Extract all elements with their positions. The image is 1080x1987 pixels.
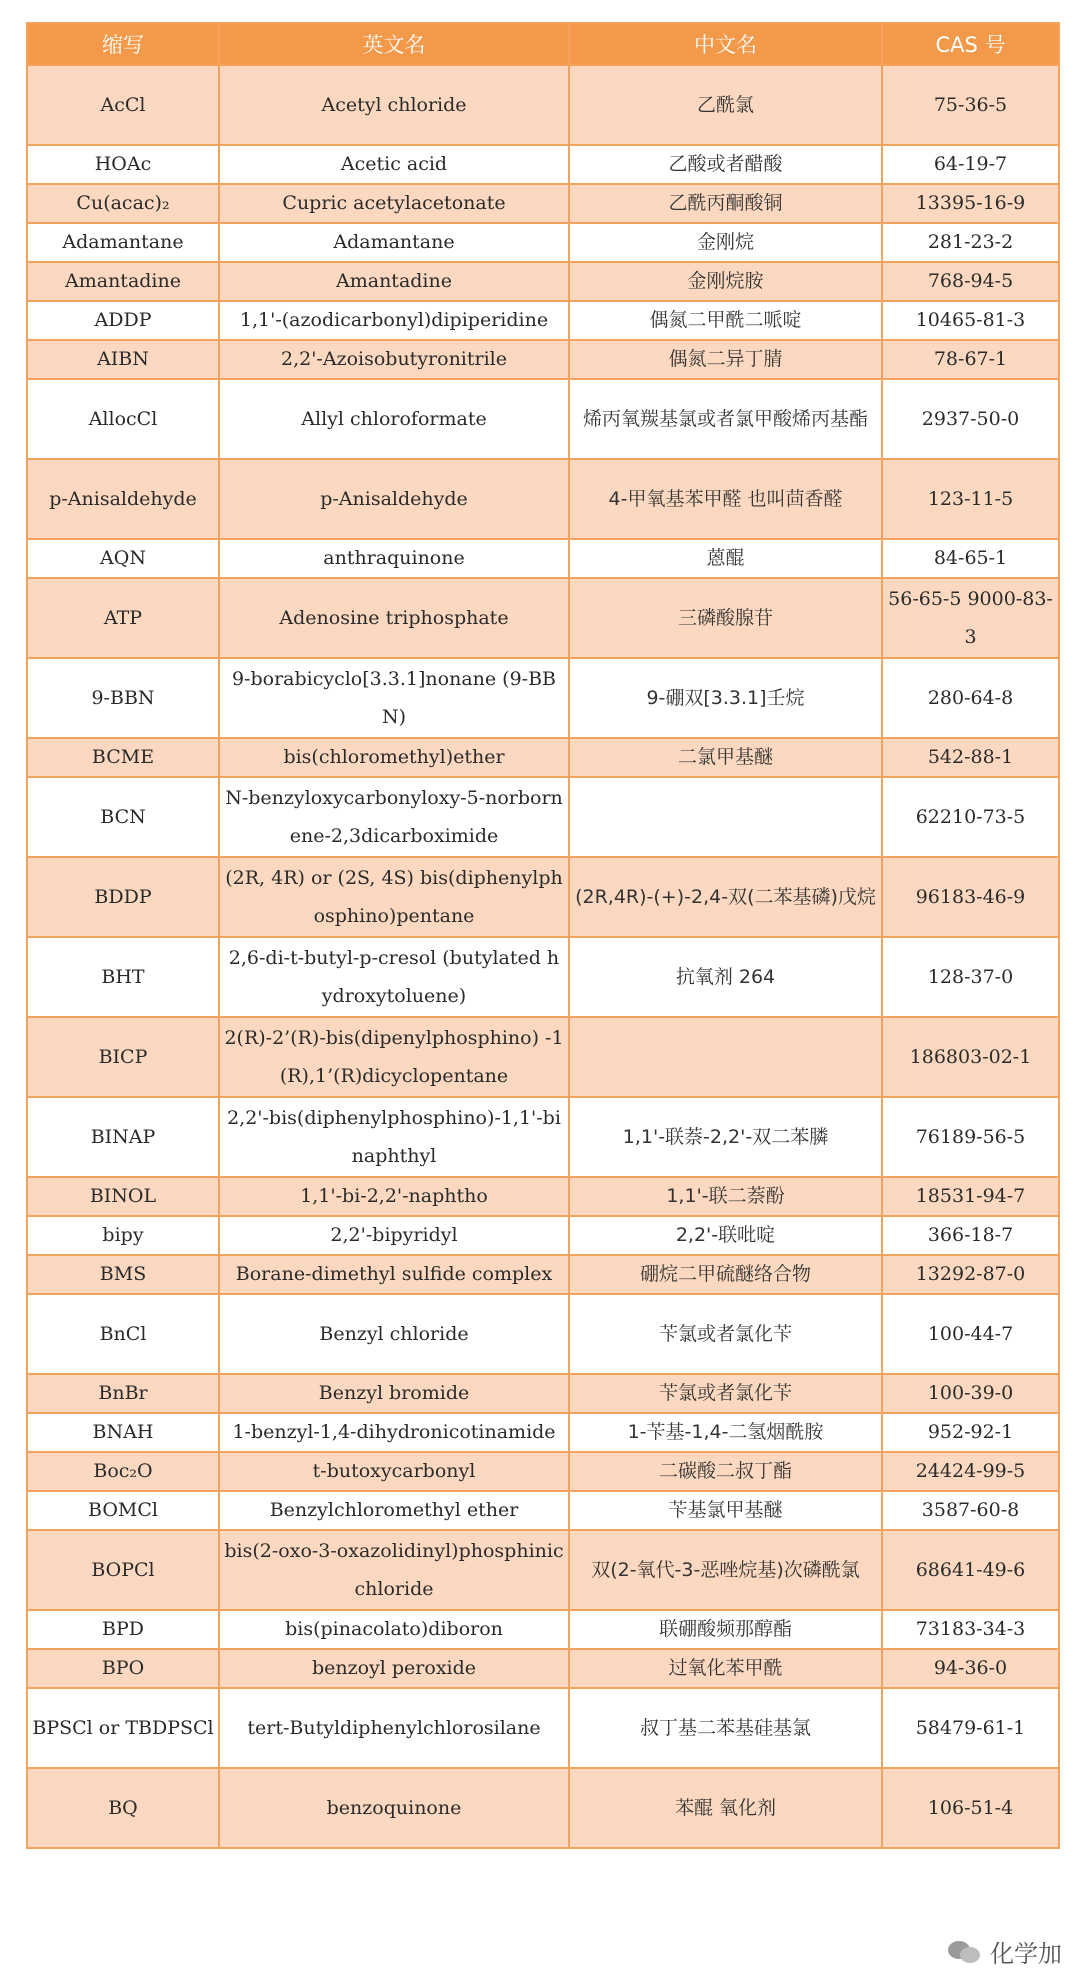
table-row [27,738,1059,777]
table-row [27,1530,1059,1610]
header-cas-number: CAS 号 [882,23,1059,65]
cas-number-cell: 75-36-5 [882,65,1059,145]
chinese-name-cell: 乙酰氯 [569,65,882,145]
english-name-cell: Acetic acid [219,145,569,184]
table-row [27,937,1059,1017]
cas-number-cell: 96183-46-9 [882,857,1059,937]
chinese-name-cell [569,777,882,857]
cas-number-cell: 186803-02-1 [882,1017,1059,1097]
abbreviation-cell: BQ [27,1768,219,1848]
abbreviation-cell: ADDP [27,301,219,340]
english-name-cell: 2,2'-bis(diphenylphosphino)-1,1'-binaphthyl [219,1097,569,1177]
abbreviation-cell: AIBN [27,340,219,379]
chinese-name-cell: 三磷酸腺苷 [569,578,882,658]
cas-number-cell: 62210-73-5 [882,777,1059,857]
english-name-cell: 2,2'-bipyridyl [219,1216,569,1255]
abbreviation-cell: p-Anisaldehyde [27,459,219,539]
english-name-cell: 1,1'-bi-2,2'-naphtho [219,1177,569,1216]
english-name-cell: tert-Butyldiphenylchlorosilane [219,1688,569,1768]
english-name-cell: Acetyl chloride [219,65,569,145]
english-name-cell: Borane-dimethyl sulfide complex [219,1255,569,1294]
english-name-cell: 2,2'-Azoisobutyronitrile [219,340,569,379]
chinese-name-cell: 金刚烷 [569,223,882,262]
table-row [27,145,1059,184]
abbreviation-cell: 9-BBN [27,658,219,738]
abbreviation-cell: Cu(acac)₂ [27,184,219,223]
chinese-name-cell: 苯醌 氧化剂 [569,1768,882,1848]
header-chinese-name: 中文名 [569,23,882,65]
table-row [27,658,1059,738]
cas-number-cell: 24424-99-5 [882,1452,1059,1491]
english-name-cell: anthraquinone [219,539,569,578]
cas-number-cell: 366-18-7 [882,1216,1059,1255]
abbreviation-cell: BINAP [27,1097,219,1177]
abbreviation-cell: BPSCl or TBDPSCl [27,1688,219,1768]
table-row [27,1768,1059,1848]
cas-number-cell: 100-39-0 [882,1374,1059,1413]
abbreviation-table [26,22,1060,1849]
abbreviation-cell: BDDP [27,857,219,937]
watermark-text: 化学加 [990,1940,1062,1968]
table-header-row [27,23,1059,65]
chinese-name-cell: 联硼酸频那醇酯 [569,1610,882,1649]
abbreviation-cell: BnCl [27,1294,219,1374]
chinese-name-cell: 叔丁基二苯基硅基氯 [569,1688,882,1768]
cas-number-cell: 100-44-7 [882,1294,1059,1374]
chinese-name-cell: 苄氯或者氯化苄 [569,1294,882,1374]
table-row [27,223,1059,262]
chinese-name-cell: 偶氮二甲酰二哌啶 [569,301,882,340]
cas-number-cell: 952-92-1 [882,1413,1059,1452]
cas-number-cell: 58479-61-1 [882,1688,1059,1768]
table-row [27,184,1059,223]
table-row [27,379,1059,459]
table-row [27,1294,1059,1374]
english-name-cell: Cupric acetylacetonate [219,184,569,223]
english-name-cell: p-Anisaldehyde [219,459,569,539]
table-row [27,1413,1059,1452]
abbreviation-cell: BCME [27,738,219,777]
abbreviation-cell: Boc₂O [27,1452,219,1491]
chemical-abbreviation-sheet [26,22,1058,1849]
english-name-cell: Adenosine triphosphate [219,578,569,658]
chinese-name-cell: 4-甲氧基苯甲醛 也叫茴香醛 [569,459,882,539]
table-row [27,1097,1059,1177]
abbreviation-cell: AllocCl [27,379,219,459]
cas-number-cell: 3587-60-8 [882,1491,1059,1530]
cas-number-cell: 94-36-0 [882,1649,1059,1688]
english-name-cell: Benzyl bromide [219,1374,569,1413]
table-row [27,1017,1059,1097]
english-name-cell: t-butoxycarbonyl [219,1452,569,1491]
chinese-name-cell: 乙酰丙酮酸铜 [569,184,882,223]
english-name-cell: benzoyl peroxide [219,1649,569,1688]
cas-number-cell: 768-94-5 [882,262,1059,301]
header-abbreviation: 缩写 [27,23,219,65]
abbreviation-cell: Adamantane [27,223,219,262]
english-name-cell: benzoquinone [219,1768,569,1848]
cas-number-cell: 10465-81-3 [882,301,1059,340]
english-name-cell: 1-benzyl-1,4-dihydronicotinamide [219,1413,569,1452]
table-row [27,1688,1059,1768]
chinese-name-cell: 乙酸或者醋酸 [569,145,882,184]
abbreviation-cell: BMS [27,1255,219,1294]
table-row [27,1177,1059,1216]
cas-number-cell: 542-88-1 [882,738,1059,777]
chinese-name-cell: 硼烷二甲硫醚络合物 [569,1255,882,1294]
table-row [27,578,1059,658]
abbreviation-cell: HOAc [27,145,219,184]
abbreviation-cell: BCN [27,777,219,857]
abbreviation-cell: BOMCl [27,1491,219,1530]
abbreviation-cell: BNAH [27,1413,219,1452]
cas-number-cell: 128-37-0 [882,937,1059,1017]
table-row [27,1610,1059,1649]
english-name-cell: bis(pinacolato)diboron [219,1610,569,1649]
chinese-name-cell: 烯丙氧羰基氯或者氯甲酸烯丙基酯 [569,379,882,459]
table-row [27,340,1059,379]
header-english-name: 英文名 [219,23,569,65]
table-row [27,1216,1059,1255]
wechat-icon [948,1939,982,1965]
chinese-name-cell: 蒽醌 [569,539,882,578]
english-name-cell: Adamantane [219,223,569,262]
chinese-name-cell: 抗氧剂 264 [569,937,882,1017]
cas-number-cell: 13292-87-0 [882,1255,1059,1294]
cas-number-cell: 76189-56-5 [882,1097,1059,1177]
abbreviation-cell: BPO [27,1649,219,1688]
cas-number-cell: 106-51-4 [882,1768,1059,1848]
chinese-name-cell [569,1017,882,1097]
cas-number-cell: 18531-94-7 [882,1177,1059,1216]
english-name-cell: 1,1'-(azodicarbonyl)dipiperidine [219,301,569,340]
cas-number-cell: 78-67-1 [882,340,1059,379]
table-row [27,262,1059,301]
abbreviation-cell: BICP [27,1017,219,1097]
chinese-name-cell: (2R,4R)-(+)-2,4-双(二苯基磷)戊烷 [569,857,882,937]
table-row [27,65,1059,145]
table-row [27,1452,1059,1491]
table-row [27,459,1059,539]
cas-number-cell: 64-19-7 [882,145,1059,184]
abbreviation-cell: Amantadine [27,262,219,301]
chinese-name-cell: 二氯甲基醚 [569,738,882,777]
chinese-name-cell: 金刚烷胺 [569,262,882,301]
table-row [27,857,1059,937]
english-name-cell: bis(2-oxo-3-oxazolidinyl)phosphinic chloride [219,1530,569,1610]
abbreviation-cell: bipy [27,1216,219,1255]
table-row [27,1491,1059,1530]
abbreviation-cell: AcCl [27,65,219,145]
cas-number-cell: 123-11-5 [882,459,1059,539]
english-name-cell: (2R, 4R) or (2S, 4S) bis(diphenylphosphino)pentane [219,857,569,937]
abbreviation-cell: AQN [27,539,219,578]
cas-number-cell: 68641-49-6 [882,1530,1059,1610]
watermark [948,1934,1062,1969]
abbreviation-cell: BPD [27,1610,219,1649]
abbreviation-cell: ATP [27,578,219,658]
abbreviation-cell: BnBr [27,1374,219,1413]
abbreviation-cell: BOPCl [27,1530,219,1610]
table-row [27,777,1059,857]
chinese-name-cell: 偶氮二异丁腈 [569,340,882,379]
cas-number-cell: 73183-34-3 [882,1610,1059,1649]
cas-number-cell: 280-64-8 [882,658,1059,738]
english-name-cell: 2(R)-2’(R)-bis(dipenylphosphino) -1(R),1’(R)dicyclopentane [219,1017,569,1097]
english-name-cell: N-benzyloxycarbonyloxy-5-norbornene-2,3dicarboximide [219,777,569,857]
english-name-cell: Benzyl chloride [219,1294,569,1374]
chinese-name-cell: 双(2-氧代-3-恶唑烷基)次磷酰氯 [569,1530,882,1610]
chinese-name-cell: 1,1'-联萘-2,2'-双二苯膦 [569,1097,882,1177]
chinese-name-cell: 1,1'-联二萘酚 [569,1177,882,1216]
cas-number-cell: 56-65-5 9000-83-3 [882,578,1059,658]
chinese-name-cell: 苄氯或者氯化苄 [569,1374,882,1413]
chinese-name-cell: 2,2'-联吡啶 [569,1216,882,1255]
english-name-cell: bis(chloromethyl)ether [219,738,569,777]
chinese-name-cell: 9-硼双[3.3.1]壬烷 [569,658,882,738]
abbreviation-cell: BINOL [27,1177,219,1216]
english-name-cell: 9-borabicyclo[3.3.1]nonane (9-BBN) [219,658,569,738]
chinese-name-cell: 苄基氯甲基醚 [569,1491,882,1530]
chinese-name-cell: 二碳酸二叔丁酯 [569,1452,882,1491]
english-name-cell: Benzylchloromethyl ether [219,1491,569,1530]
table-row [27,301,1059,340]
english-name-cell: Allyl chloroformate [219,379,569,459]
table-row [27,1255,1059,1294]
table-row [27,539,1059,578]
chinese-name-cell: 1-苄基-1,4-二氢烟酰胺 [569,1413,882,1452]
cas-number-cell: 2937-50-0 [882,379,1059,459]
table-body [27,65,1059,1848]
cas-number-cell: 84-65-1 [882,539,1059,578]
chinese-name-cell: 过氧化苯甲酰 [569,1649,882,1688]
table-row [27,1649,1059,1688]
table-row [27,1374,1059,1413]
cas-number-cell: 281-23-2 [882,223,1059,262]
cas-number-cell: 13395-16-9 [882,184,1059,223]
english-name-cell: Amantadine [219,262,569,301]
english-name-cell: 2,6-di-t-butyl-p-cresol (butylated hydroxytoluene) [219,937,569,1017]
abbreviation-cell: BHT [27,937,219,1017]
